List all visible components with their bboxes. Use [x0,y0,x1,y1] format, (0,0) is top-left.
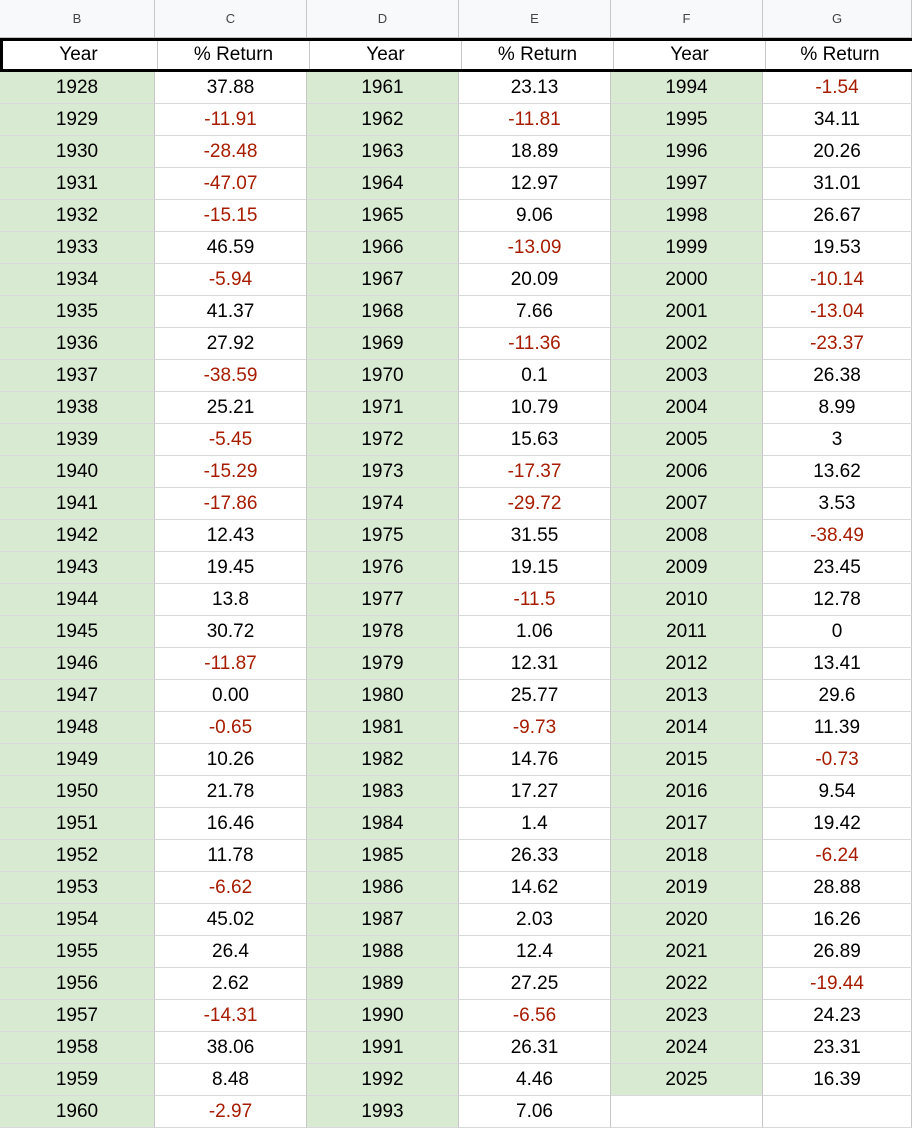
year-cell[interactable]: 1963 [307,136,459,168]
table-row [0,456,912,488]
table-header-row [0,38,912,72]
return-cell[interactable]: 18.89 [459,136,611,168]
year-cell[interactable]: 2023 [611,1000,763,1032]
return-header-cell[interactable]: % Return [766,41,912,69]
return-cell[interactable]: 2.62 [155,968,307,1000]
return-cell[interactable]: -38.59 [155,360,307,392]
year-cell[interactable]: 1968 [307,296,459,328]
empty-cell[interactable] [763,1096,912,1128]
return-cell[interactable]: 19.45 [155,552,307,584]
year-cell[interactable]: 1989 [307,968,459,1000]
table-row [0,936,912,968]
return-cell[interactable]: -17.86 [155,488,307,520]
table-row [0,488,912,520]
table-row [0,104,912,136]
return-cell[interactable]: 16.26 [763,904,912,936]
year-cell[interactable]: 1969 [307,328,459,360]
return-cell[interactable]: -13.04 [763,296,912,328]
return-cell[interactable]: -11.5 [459,584,611,616]
year-cell[interactable]: 1996 [611,136,763,168]
return-cell[interactable]: 7.06 [459,1096,611,1128]
column-letter-g[interactable]: G [763,0,912,38]
table-row [0,168,912,200]
year-cell[interactable]: 1954 [0,904,155,936]
year-cell[interactable]: 1929 [0,104,155,136]
return-cell[interactable]: 19.42 [763,808,912,840]
year-cell[interactable]: 1982 [307,744,459,776]
year-cell[interactable]: 1928 [0,72,155,104]
year-cell[interactable]: 2001 [611,296,763,328]
year-cell[interactable]: 1972 [307,424,459,456]
year-cell[interactable]: 1983 [307,776,459,808]
return-cell[interactable]: 20.26 [763,136,912,168]
return-cell[interactable]: 0.00 [155,680,307,712]
year-cell[interactable]: 2011 [611,616,763,648]
return-cell[interactable]: -6.62 [155,872,307,904]
table-row [0,584,912,616]
year-cell[interactable]: 1967 [307,264,459,296]
column-letter-f[interactable]: F [611,0,763,38]
return-cell[interactable]: -5.94 [155,264,307,296]
return-cell[interactable]: 3 [763,424,912,456]
table-row [0,328,912,360]
table-row [0,872,912,904]
year-cell[interactable]: 1938 [0,392,155,424]
table-row [0,968,912,1000]
return-cell[interactable]: 19.15 [459,552,611,584]
return-cell[interactable]: -6.56 [459,1000,611,1032]
year-cell[interactable]: 1964 [307,168,459,200]
year-cell[interactable]: 1956 [0,968,155,1000]
year-cell[interactable]: 1981 [307,712,459,744]
return-cell[interactable]: -17.37 [459,456,611,488]
year-cell[interactable]: 1993 [307,1096,459,1128]
return-cell[interactable]: -47.07 [155,168,307,200]
return-cell[interactable]: 9.54 [763,776,912,808]
year-cell[interactable]: 1943 [0,552,155,584]
year-header-cell[interactable]: Year [614,41,766,69]
year-cell[interactable]: 1951 [0,808,155,840]
return-cell[interactable]: -0.65 [155,712,307,744]
year-cell[interactable]: 1953 [0,872,155,904]
year-cell[interactable]: 2014 [611,712,763,744]
year-cell[interactable]: 2021 [611,936,763,968]
year-cell[interactable]: 1987 [307,904,459,936]
table-row [0,1032,912,1064]
return-cell[interactable]: -11.81 [459,104,611,136]
year-cell[interactable]: 2020 [611,904,763,936]
return-cell[interactable]: -29.72 [459,488,611,520]
year-cell[interactable]: 1935 [0,296,155,328]
return-cell[interactable]: -23.37 [763,328,912,360]
return-cell[interactable]: 0.1 [459,360,611,392]
year-cell[interactable]: 1978 [307,616,459,648]
column-header-bar [0,0,912,38]
year-cell[interactable]: 1955 [0,936,155,968]
table-row [0,424,912,456]
return-cell[interactable]: 21.78 [155,776,307,808]
table-row [0,776,912,808]
return-cell[interactable]: -11.36 [459,328,611,360]
table-row [0,1096,912,1128]
return-cell[interactable]: 4.46 [459,1064,611,1096]
year-cell[interactable]: 1931 [0,168,155,200]
return-cell[interactable]: 12.4 [459,936,611,968]
year-cell[interactable]: 1932 [0,200,155,232]
year-cell[interactable]: 1971 [307,392,459,424]
year-cell[interactable]: 1990 [307,1000,459,1032]
year-cell[interactable]: 1974 [307,488,459,520]
return-cell[interactable]: -13.09 [459,232,611,264]
year-cell[interactable]: 2006 [611,456,763,488]
table-row [0,72,912,104]
year-cell[interactable]: 1994 [611,72,763,104]
table-row [0,1064,912,1096]
year-cell[interactable]: 1936 [0,328,155,360]
return-header-cell[interactable]: % Return [158,41,310,69]
year-cell[interactable]: 2018 [611,840,763,872]
return-header-cell[interactable]: % Return [462,41,614,69]
table-row [0,712,912,744]
return-cell[interactable]: 24.23 [763,1000,912,1032]
table-row [0,360,912,392]
year-cell[interactable]: 1977 [307,584,459,616]
return-cell[interactable]: 11.78 [155,840,307,872]
return-cell[interactable]: 31.55 [459,520,611,552]
column-letter-c[interactable]: C [155,0,307,38]
table-row [0,232,912,264]
return-cell[interactable]: 19.53 [763,232,912,264]
return-cell[interactable]: 10.79 [459,392,611,424]
return-cell[interactable]: 25.77 [459,680,611,712]
return-cell[interactable]: 16.39 [763,1064,912,1096]
year-cell[interactable]: 1998 [611,200,763,232]
year-cell[interactable]: 1958 [0,1032,155,1064]
year-cell[interactable]: 1947 [0,680,155,712]
return-cell[interactable]: -0.73 [763,744,912,776]
return-cell[interactable]: -14.31 [155,1000,307,1032]
return-cell[interactable]: 1.06 [459,616,611,648]
return-cell[interactable]: 13.8 [155,584,307,616]
table-row [0,520,912,552]
year-cell[interactable]: 2015 [611,744,763,776]
return-cell[interactable]: -19.44 [763,968,912,1000]
year-cell[interactable]: 1988 [307,936,459,968]
return-cell[interactable]: -28.48 [155,136,307,168]
year-cell[interactable]: 1946 [0,648,155,680]
year-cell[interactable]: 1930 [0,136,155,168]
year-cell[interactable]: 1976 [307,552,459,584]
year-cell[interactable]: 2017 [611,808,763,840]
year-cell[interactable]: 1970 [307,360,459,392]
column-letter-d[interactable]: D [307,0,459,38]
year-cell[interactable]: 1991 [307,1032,459,1064]
return-cell[interactable]: 12.97 [459,168,611,200]
return-cell[interactable]: 28.88 [763,872,912,904]
year-cell[interactable]: 1934 [0,264,155,296]
column-letter-e[interactable]: E [459,0,611,38]
return-cell[interactable]: 10.26 [155,744,307,776]
return-cell[interactable]: 26.67 [763,200,912,232]
return-cell[interactable]: 15.63 [459,424,611,456]
year-cell[interactable]: 1941 [0,488,155,520]
return-cell[interactable]: 7.66 [459,296,611,328]
empty-cell[interactable] [611,1096,763,1128]
year-header-cell[interactable]: Year [310,41,462,69]
year-cell[interactable]: 1973 [307,456,459,488]
return-cell[interactable]: 13.41 [763,648,912,680]
return-cell[interactable]: -11.91 [155,104,307,136]
return-cell[interactable]: 26.89 [763,936,912,968]
table-row [0,808,912,840]
year-cell[interactable]: 1950 [0,776,155,808]
year-cell[interactable]: 1962 [307,104,459,136]
year-cell[interactable]: 1959 [0,1064,155,1096]
return-cell[interactable]: 25.21 [155,392,307,424]
return-cell[interactable]: 12.31 [459,648,611,680]
year-cell[interactable]: 2025 [611,1064,763,1096]
return-cell[interactable]: 31.01 [763,168,912,200]
year-cell[interactable]: 2009 [611,552,763,584]
return-cell[interactable]: -1.54 [763,72,912,104]
return-cell[interactable]: 14.76 [459,744,611,776]
return-cell[interactable]: 12.43 [155,520,307,552]
return-cell[interactable]: 38.06 [155,1032,307,1064]
table-row [0,200,912,232]
return-cell[interactable]: 14.62 [459,872,611,904]
return-cell[interactable]: 30.72 [155,616,307,648]
year-cell[interactable]: 1995 [611,104,763,136]
table-row [0,840,912,872]
year-cell[interactable]: 2024 [611,1032,763,1064]
year-cell[interactable]: 1949 [0,744,155,776]
return-cell[interactable]: 27.92 [155,328,307,360]
year-cell[interactable]: 1985 [307,840,459,872]
year-cell[interactable]: 1966 [307,232,459,264]
year-cell[interactable]: 1997 [611,168,763,200]
year-cell[interactable]: 1975 [307,520,459,552]
year-cell[interactable]: 2004 [611,392,763,424]
return-cell[interactable]: 20.09 [459,264,611,296]
return-cell[interactable]: -9.73 [459,712,611,744]
year-cell[interactable]: 1948 [0,712,155,744]
return-cell[interactable]: 23.13 [459,72,611,104]
year-cell[interactable]: 1961 [307,72,459,104]
year-cell[interactable]: 2010 [611,584,763,616]
return-cell[interactable]: 16.46 [155,808,307,840]
return-cell[interactable]: -38.49 [763,520,912,552]
table-row [0,616,912,648]
return-cell[interactable]: -10.14 [763,264,912,296]
return-cell[interactable]: 26.33 [459,840,611,872]
return-cell[interactable]: 12.78 [763,584,912,616]
return-cell[interactable]: 26.31 [459,1032,611,1064]
return-cell[interactable]: 23.31 [763,1032,912,1064]
return-cell[interactable]: -11.87 [155,648,307,680]
return-cell[interactable]: 13.62 [763,456,912,488]
year-cell[interactable]: 1944 [0,584,155,616]
table-row [0,744,912,776]
year-cell[interactable]: 1942 [0,520,155,552]
table-row [0,680,912,712]
year-cell[interactable]: 1992 [307,1064,459,1096]
table-row [0,904,912,936]
year-cell[interactable]: 1999 [611,232,763,264]
table-row [0,264,912,296]
return-cell[interactable]: -6.24 [763,840,912,872]
return-cell[interactable]: 1.4 [459,808,611,840]
table-row [0,1000,912,1032]
return-cell[interactable]: 34.11 [763,104,912,136]
year-cell[interactable]: 2003 [611,360,763,392]
year-cell[interactable]: 2008 [611,520,763,552]
year-cell[interactable]: 1937 [0,360,155,392]
year-cell[interactable]: 1986 [307,872,459,904]
year-cell[interactable]: 1933 [0,232,155,264]
return-cell[interactable]: 29.6 [763,680,912,712]
table-body [0,72,912,1128]
year-cell[interactable]: 2005 [611,424,763,456]
return-cell[interactable]: 0 [763,616,912,648]
year-cell[interactable]: 2016 [611,776,763,808]
return-cell[interactable]: 11.39 [763,712,912,744]
return-cell[interactable]: 2.03 [459,904,611,936]
return-cell[interactable]: 26.4 [155,936,307,968]
table-row [0,552,912,584]
table-row [0,392,912,424]
year-cell[interactable]: 2002 [611,328,763,360]
year-cell[interactable]: 2013 [611,680,763,712]
year-cell[interactable]: 1945 [0,616,155,648]
return-cell[interactable]: -2.97 [155,1096,307,1128]
column-letter-b[interactable]: B [0,0,155,38]
year-cell[interactable]: 1984 [307,808,459,840]
year-cell[interactable]: 2000 [611,264,763,296]
year-cell[interactable]: 2022 [611,968,763,1000]
return-cell[interactable]: 26.38 [763,360,912,392]
year-cell[interactable]: 2007 [611,488,763,520]
year-cell[interactable]: 2012 [611,648,763,680]
table-row [0,648,912,680]
return-cell[interactable]: 8.99 [763,392,912,424]
year-cell[interactable]: 1980 [307,680,459,712]
return-cell[interactable]: 17.27 [459,776,611,808]
year-cell[interactable]: 1952 [0,840,155,872]
return-cell[interactable]: 45.02 [155,904,307,936]
return-cell[interactable]: 23.45 [763,552,912,584]
year-cell[interactable]: 1939 [0,424,155,456]
year-cell[interactable]: 1965 [307,200,459,232]
return-cell[interactable]: 8.48 [155,1064,307,1096]
table-row [0,296,912,328]
return-cell[interactable]: -15.29 [155,456,307,488]
year-header-cell[interactable]: Year [0,41,158,69]
year-cell[interactable]: 1979 [307,648,459,680]
return-cell[interactable]: 41.37 [155,296,307,328]
year-cell[interactable]: 1940 [0,456,155,488]
table-row [0,136,912,168]
return-cell[interactable]: -5.45 [155,424,307,456]
year-cell[interactable]: 1960 [0,1096,155,1128]
year-cell[interactable]: 2019 [611,872,763,904]
return-cell[interactable]: 9.06 [459,200,611,232]
year-cell[interactable]: 1957 [0,1000,155,1032]
return-cell[interactable]: 46.59 [155,232,307,264]
return-cell[interactable]: -15.15 [155,200,307,232]
return-cell[interactable]: 27.25 [459,968,611,1000]
return-cell[interactable]: 3.53 [763,488,912,520]
return-cell[interactable]: 37.88 [155,72,307,104]
